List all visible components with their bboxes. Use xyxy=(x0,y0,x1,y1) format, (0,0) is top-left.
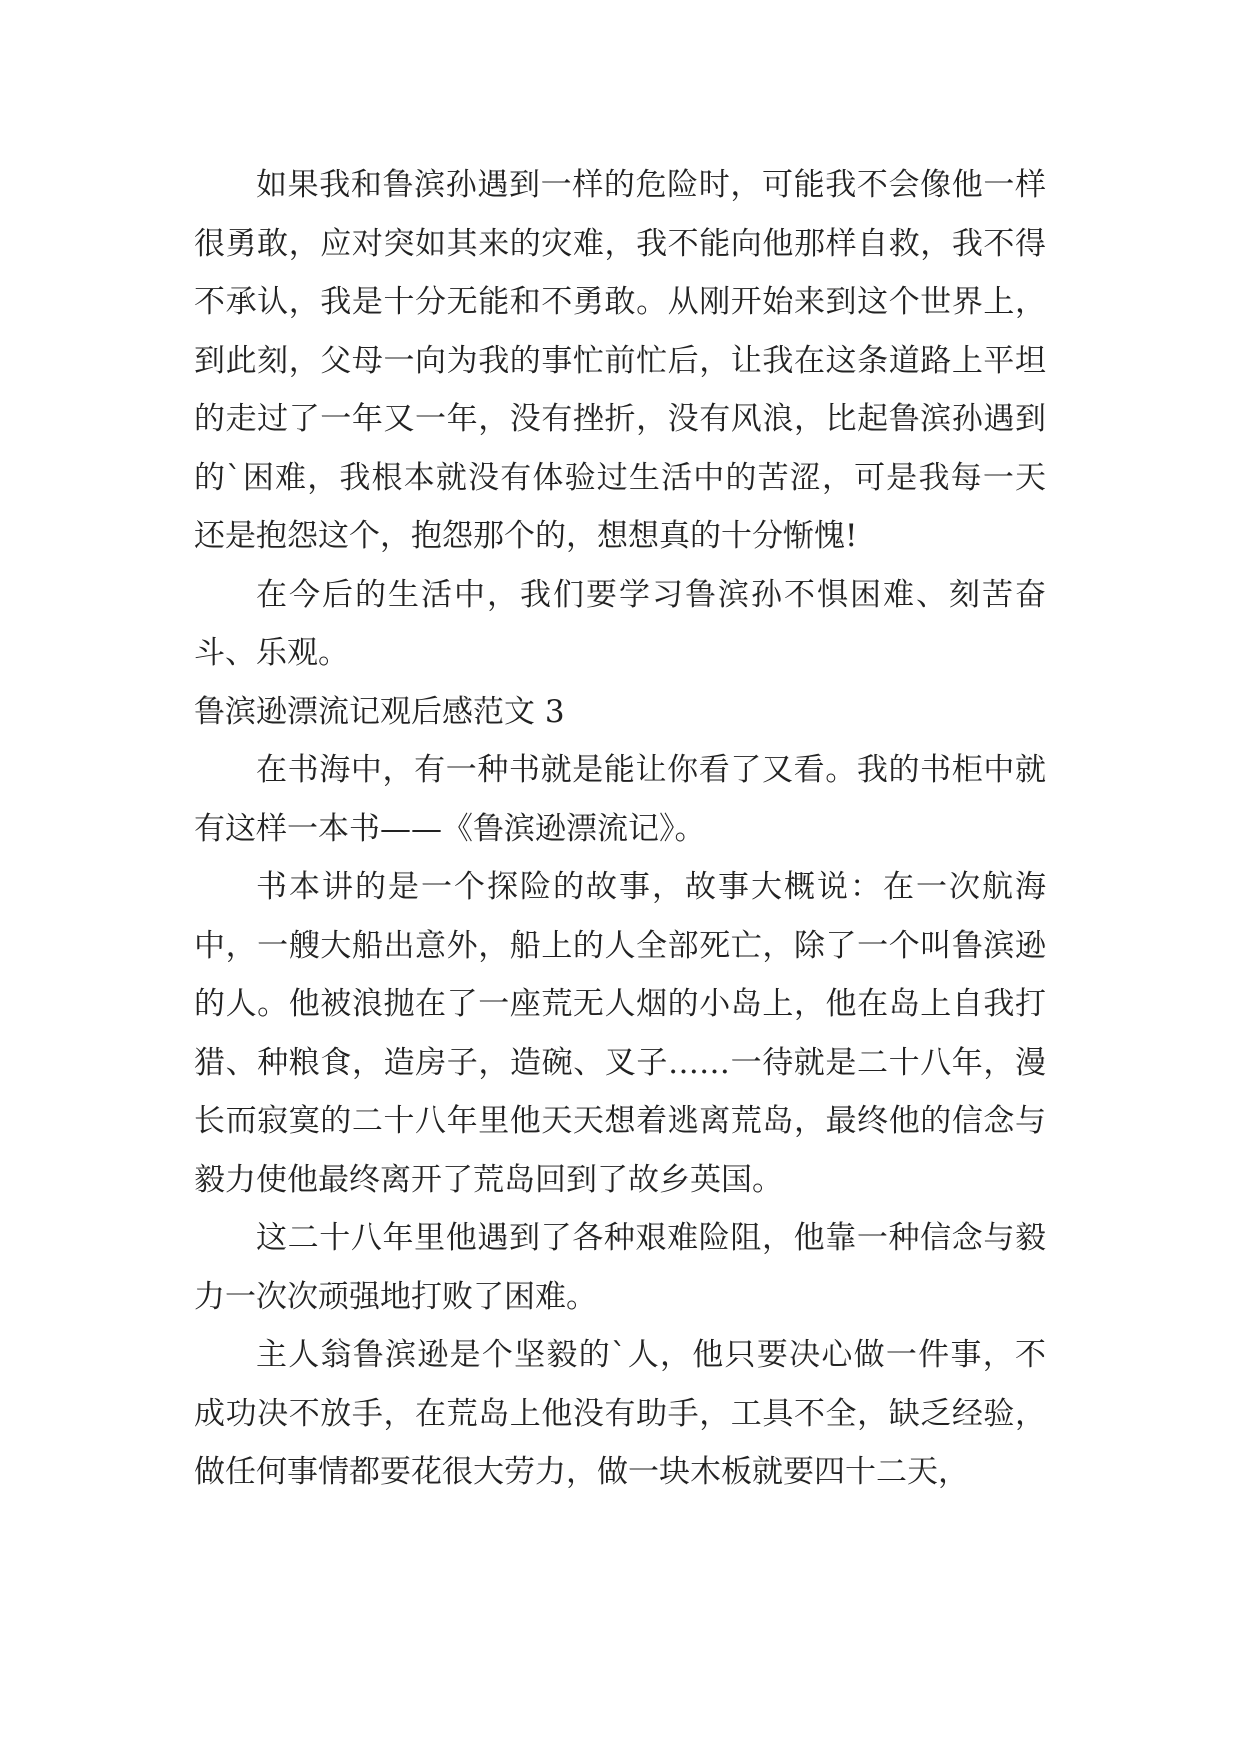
paragraph-learn-from-robinson: 在今后的生活中，我们要学习鲁滨孙不惧困难、刻苦奋斗、乐观。 xyxy=(194,576,1046,671)
section-title: 鲁滨逊漂流记观后感范文 3 xyxy=(194,693,565,730)
paragraph-bookshelf: 在书海中，有一种书就是能让你看了又看。我的书柜中就有这样一本书——《鲁滨逊漂流记》。 xyxy=(194,752,1046,847)
paragraph-danger-comparison: 如果我和鲁滨孙遇到一样的危险时，可能我不会像他一样很勇敢，应对突如其来的灾难，我不能向他那样自救，我不得不承认，我是十分无能和不勇敢。从刚开始来到这个世界上，到此刻，父母一向为我的事忙前忙后，让我在这条道路上平坦的走过了一年又一年，没有挫折，没有风浪，比起鲁滨孙遇到的`困难，我根本就没有体验过生活中的苦涩，可是我每一天还是抱怨这个，抱怨那个的，想想真的十分惭愧! xyxy=(194,167,1046,554)
paragraph-story-summary: 书本讲的是一个探险的故事，故事大概说：在一次航海中，一艘大船出意外，船上的人全部死亡，除了一个叫鲁滨逊的人。他被浪抛在了一座荒无人烟的小岛上，他在岛上自我打猎、种粮食，造房子，造碗、叉子……一待就是二十八年，漫长而寂寞的二十八年里他天天想着逃离荒岛，最终他的信念与毅力使他最终离开了荒岛回到了故乡英国。 xyxy=(194,869,1046,1198)
paragraph-twenty-eight-years: 这二十八年里他遇到了各种艰难险阻，他靠一种信念与毅力一次次顽强地打败了困难。 xyxy=(194,1220,1046,1315)
paragraph-protagonist: 主人翁鲁滨逊是个坚毅的`人，他只要决心做一件事，不成功决不放手，在荒岛上他没有助手，工具不全，缺乏经验，做任何事情都要花很大劳力，做一块木板就要四十二天， xyxy=(194,1337,1046,1490)
document-page xyxy=(194,156,1046,1502)
